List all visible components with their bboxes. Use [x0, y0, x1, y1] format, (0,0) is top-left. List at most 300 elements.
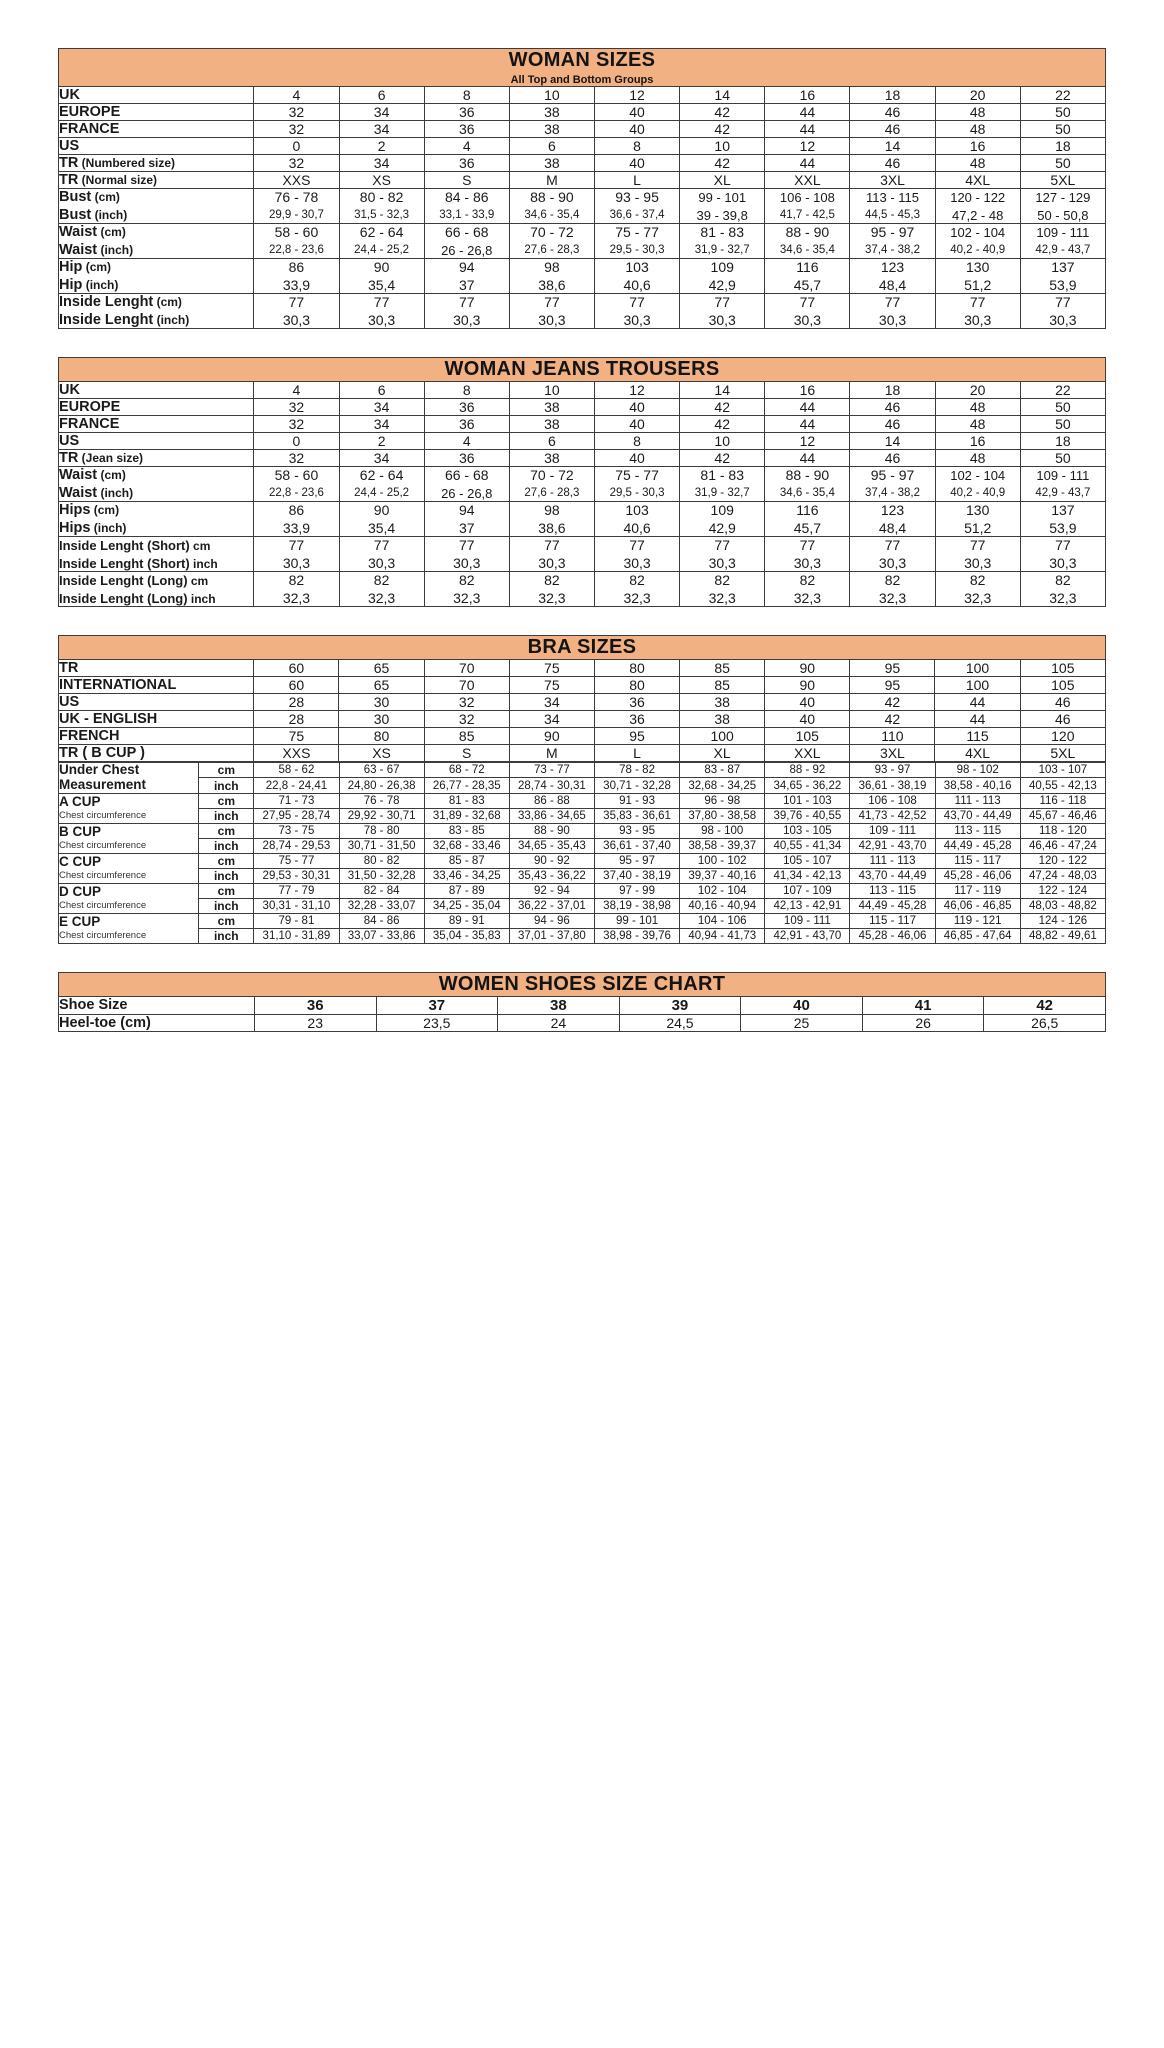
table-cell: 6 [339, 87, 424, 104]
table-cell: 84 - 86 [424, 189, 509, 207]
table-cell: 82 - 84 [339, 883, 424, 898]
table-cell: 45,67 - 46,46 [1020, 808, 1105, 823]
table-cell: 82 [935, 572, 1020, 590]
row-label: Hips (cm) [59, 502, 254, 520]
row-label: UK - ENGLISH [59, 711, 254, 728]
table-cell: 99 - 101 [680, 189, 765, 207]
table-cell: XL [680, 745, 765, 762]
table-cell: 122 - 124 [1020, 883, 1105, 898]
table-cell: 30 [339, 711, 424, 728]
table-cell: 16 [935, 138, 1020, 155]
table-cell: 36 [424, 450, 509, 467]
table-cell: 40 [594, 104, 679, 121]
table-cell: 50 [1020, 104, 1105, 121]
table-cell: 44 [765, 450, 850, 467]
table-cell: 115 - 117 [935, 853, 1020, 868]
unit-label: inch [199, 808, 254, 823]
table-cell: 35,4 [339, 519, 424, 537]
row-unit: cm [189, 538, 211, 553]
table-cell: 39,76 - 40,55 [765, 808, 850, 823]
table-cell: 50 [1020, 121, 1105, 138]
table-cell: 38,19 - 38,98 [594, 898, 679, 913]
table-row [59, 883, 1106, 898]
table-cell: 32,3 [254, 589, 339, 607]
table-cell: 119 - 121 [935, 913, 1020, 928]
table-cell: 95 - 97 [594, 853, 679, 868]
table-cell: 103 [594, 502, 679, 520]
table-cell: 88 - 90 [765, 467, 850, 485]
table-cell: 44 [765, 104, 850, 121]
table-cell: 47,2 - 48 [935, 206, 1020, 224]
table-cell: 50 [1020, 399, 1105, 416]
table-cell: 48 [935, 450, 1020, 467]
table-cell: 32,3 [594, 589, 679, 607]
table-row [59, 996, 1106, 1014]
table-cell: 0 [254, 433, 339, 450]
table-row [59, 838, 1106, 853]
table-cell: 77 [254, 537, 339, 555]
cup-label: E CUP Chest circumference [59, 913, 199, 943]
table-cell: 75 [254, 728, 339, 745]
table-cell: 95 - 97 [850, 467, 935, 485]
table-cell: 4 [254, 87, 339, 104]
table-cell: 34 [339, 155, 424, 172]
table-cell: 44 [765, 399, 850, 416]
table-cell: 41,73 - 42,52 [850, 808, 935, 823]
table-cell: 38,6 [509, 519, 594, 537]
table-cell: 82 [254, 572, 339, 590]
table-cell: 36 [594, 694, 679, 711]
table-cell: 81 - 83 [680, 224, 765, 242]
table-cell: 80 [594, 660, 679, 677]
table-cell: 82 [424, 572, 509, 590]
row-label: Hip (cm) [59, 259, 254, 277]
table-cell: 118 - 120 [1020, 823, 1105, 838]
table-cell: 77 [850, 537, 935, 555]
table-cell: 77 [1020, 294, 1105, 312]
table-cell: 86 - 88 [509, 793, 594, 808]
table-cell: 10 [680, 433, 765, 450]
table-cell: 100 [935, 660, 1020, 677]
table-cell: 3XL [850, 172, 935, 189]
table-cell: 103 - 107 [1020, 763, 1105, 778]
table-row [59, 928, 1106, 943]
table-cell: 43,70 - 44,49 [935, 808, 1020, 823]
table-cell: 37,01 - 37,80 [509, 928, 594, 943]
table-cell: 86 [254, 502, 339, 520]
table-row [59, 121, 1106, 138]
table-cell: 78 - 82 [594, 763, 679, 778]
table-cell: 26 - 26,8 [424, 241, 509, 259]
table-cell: 35,43 - 36,22 [509, 868, 594, 883]
table-cell: 33,86 - 34,65 [509, 808, 594, 823]
row-unit: inch [187, 591, 216, 606]
table-cell: 41 [862, 996, 984, 1014]
table-cell: 70 - 72 [509, 224, 594, 242]
table-cell: 58 - 60 [254, 467, 339, 485]
table-cell: 32,3 [1020, 589, 1105, 607]
table-cell: 42 [680, 416, 765, 433]
table-cell: 40 [594, 416, 679, 433]
table-cell: 31,9 - 32,7 [680, 484, 765, 502]
table-cell: 20 [935, 382, 1020, 399]
table-cell: 83 - 87 [680, 763, 765, 778]
table-cell: 130 [935, 502, 1020, 520]
table-cell: 26 [862, 1014, 984, 1031]
row-label: EUROPE [59, 104, 254, 121]
table-cell: 36 [424, 121, 509, 138]
table-cell: 40 [765, 711, 850, 728]
table-cell: 137 [1020, 259, 1105, 277]
table-cell: 32,3 [765, 589, 850, 607]
table-cell: 18 [1020, 138, 1105, 155]
table-cell: 32 [424, 694, 509, 711]
table-row [59, 1014, 1106, 1031]
table-row [59, 763, 1106, 778]
table-cell: 51,2 [935, 519, 1020, 537]
table-cell: 44,49 - 45,28 [850, 898, 935, 913]
table-cell: 83 - 85 [424, 823, 509, 838]
row-label: Inside Lenght (Short) cm [59, 537, 254, 555]
table-cell: 109 [680, 502, 765, 520]
table-cell: 42 [850, 711, 935, 728]
table-cell: 4 [424, 138, 509, 155]
table-cell: 26 - 26,8 [424, 484, 509, 502]
table-cell: 45,28 - 46,06 [935, 868, 1020, 883]
table-cell: 31,5 - 32,3 [339, 206, 424, 224]
woman-sizes-table [58, 48, 1106, 329]
table-row [59, 728, 1106, 745]
table-cell: 12 [594, 382, 679, 399]
table-cell: 50 - 50,8 [1020, 206, 1105, 224]
table-cell: 22 [1020, 87, 1105, 104]
table-cell: 32,3 [680, 589, 765, 607]
unit-label: inch [199, 838, 254, 853]
row-unit: (Normal size) [78, 173, 158, 187]
table-cell: 41,7 - 42,5 [765, 206, 850, 224]
table-cell: 116 [765, 259, 850, 277]
table-row [59, 172, 1106, 189]
table-cell: 111 - 113 [850, 853, 935, 868]
row-label: Waist (inch) [59, 241, 254, 259]
table-cell: 105 [765, 728, 850, 745]
table-cell: 42 [680, 104, 765, 121]
row-label: EUROPE [59, 399, 254, 416]
row-label: TR [59, 660, 254, 677]
table-cell: 32 [254, 399, 339, 416]
table-cell: 98 [509, 502, 594, 520]
table-cell: 0 [254, 138, 339, 155]
table-cell: 4XL [935, 172, 1020, 189]
table-cell: 65 [339, 660, 424, 677]
table-cell: 77 [254, 294, 339, 312]
table-cell: 75 [509, 677, 594, 694]
table-cell: 116 - 118 [1020, 793, 1105, 808]
table-cell: 16 [765, 382, 850, 399]
table-cell: 90 [509, 728, 594, 745]
table-cell: 14 [680, 382, 765, 399]
table-cell: 28,74 - 29,53 [254, 838, 339, 853]
table-cell: 95 [850, 660, 935, 677]
table-cell: 77 [765, 537, 850, 555]
table-cell: 24,4 - 25,2 [339, 484, 424, 502]
table-cell: 18 [850, 382, 935, 399]
table-cell: 111 - 113 [935, 793, 1020, 808]
table-cell: 12 [594, 87, 679, 104]
table-cell: 34,6 - 35,4 [765, 484, 850, 502]
table-cell: 40,6 [594, 276, 679, 294]
table-row [59, 502, 1106, 520]
table-cell: 42 [680, 121, 765, 138]
table-cell: 48 [935, 416, 1020, 433]
table-cell: 14 [850, 433, 935, 450]
table-row [59, 294, 1106, 312]
table-cell: 42,13 - 42,91 [765, 898, 850, 913]
table-cell: 34 [509, 694, 594, 711]
table-cell: 38,58 - 39,37 [680, 838, 765, 853]
row-label: Inside Lenght (inch) [59, 311, 254, 329]
table-row [59, 711, 1106, 728]
table-cell: 40,2 - 40,9 [935, 241, 1020, 259]
table-cell: 42,9 [680, 519, 765, 537]
table-cell: 53,9 [1020, 276, 1105, 294]
table-cell: 137 [1020, 502, 1105, 520]
table-cell: 32,28 - 33,07 [339, 898, 424, 913]
woman-sizes-body [59, 49, 1106, 329]
table-cell: 109 [680, 259, 765, 277]
table-cell: 115 - 117 [850, 913, 935, 928]
table-cell: 34 [339, 416, 424, 433]
woman-jeans-body [59, 358, 1106, 607]
table-cell: 34 [339, 399, 424, 416]
cup-label: A CUP Chest circumference [59, 793, 199, 823]
table-cell: 35,04 - 35,83 [424, 928, 509, 943]
table-cell: 91 - 93 [594, 793, 679, 808]
table-cell: S [424, 745, 509, 762]
table-row [59, 554, 1106, 572]
table-cell: 77 [594, 294, 679, 312]
table-cell: 32,68 - 34,25 [680, 778, 765, 793]
table-cell: 22 [1020, 382, 1105, 399]
table-cell: 36,6 - 37,4 [594, 206, 679, 224]
table-row [59, 104, 1106, 121]
table-row [59, 311, 1106, 329]
bra-sizes-title-cell [59, 636, 1106, 660]
table-cell: 33,1 - 33,9 [424, 206, 509, 224]
table-cell: 117 - 119 [935, 883, 1020, 898]
table-cell: L [594, 172, 679, 189]
table-cell: 95 - 97 [850, 224, 935, 242]
table-cell: 85 [424, 728, 509, 745]
table-cell: 8 [424, 87, 509, 104]
table-cell: 77 [339, 537, 424, 555]
table-row [59, 694, 1106, 711]
table-cell: 90 [339, 259, 424, 277]
table-row [59, 868, 1106, 883]
table-cell: 60 [254, 660, 339, 677]
table-cell: 68 - 72 [424, 763, 509, 778]
cup-sublabel: Chest circumference [59, 839, 147, 851]
table-cell: 94 [424, 502, 509, 520]
table-cell: 88 - 90 [765, 224, 850, 242]
table-cell: 77 [1020, 537, 1105, 555]
table-cell: XXS [254, 172, 339, 189]
table-cell: 120 - 122 [1020, 853, 1105, 868]
row-unit: inch [189, 556, 218, 571]
table-cell: 32,3 [935, 589, 1020, 607]
table-cell: 24,5 [619, 1014, 741, 1031]
table-cell: 10 [509, 382, 594, 399]
table-cell: 40,55 - 41,34 [765, 838, 850, 853]
table-cell: 46 [850, 450, 935, 467]
unit-label: inch [199, 928, 254, 943]
table-cell: 38 [509, 104, 594, 121]
table-row [59, 87, 1106, 104]
table-cell: 27,6 - 28,3 [509, 241, 594, 259]
table-cell: 32 [254, 416, 339, 433]
table-cell: 29,92 - 30,71 [339, 808, 424, 823]
table-cell: 75 [509, 660, 594, 677]
table-cell: 44 [935, 711, 1020, 728]
unit-label: cm [199, 883, 254, 898]
table-cell: 30,3 [680, 554, 765, 572]
unit-label: inch [199, 778, 254, 793]
table-cell: 93 - 95 [594, 823, 679, 838]
women-shoes-table [58, 972, 1106, 1032]
table-row [59, 416, 1106, 433]
table-cell: 31,89 - 32,68 [424, 808, 509, 823]
table-cell: 92 - 94 [509, 883, 594, 898]
table-cell: 30,3 [254, 311, 339, 329]
table-row [59, 450, 1106, 467]
table-cell: 94 - 96 [509, 913, 594, 928]
table-cell: 45,28 - 46,06 [850, 928, 935, 943]
table-cell: 29,5 - 30,3 [594, 484, 679, 502]
table-cell: 46 [850, 155, 935, 172]
table-row [59, 589, 1106, 607]
table-cell: 35,4 [339, 276, 424, 294]
table-cell: 4 [424, 433, 509, 450]
table-cell: XS [339, 745, 424, 762]
row-label: Waist (cm) [59, 224, 254, 242]
table-cell: 44 [765, 121, 850, 138]
table-cell: 33,9 [254, 519, 339, 537]
table-cell: 40 [594, 155, 679, 172]
table-cell: 48 [935, 104, 1020, 121]
table-cell: 18 [1020, 433, 1105, 450]
table-cell: 120 [1020, 728, 1105, 745]
table-cell: 90 [765, 677, 850, 694]
table-row [59, 189, 1106, 207]
table-cell: 31,10 - 31,89 [254, 928, 339, 943]
table-cell: 45,7 [765, 519, 850, 537]
table-cell: 30,3 [509, 554, 594, 572]
table-cell: 34,6 - 35,4 [509, 206, 594, 224]
table-row [59, 537, 1106, 555]
table-cell: 70 [424, 677, 509, 694]
table-cell: 30,3 [594, 311, 679, 329]
table-cell: 34,25 - 35,04 [424, 898, 509, 913]
table-cell: 30 [339, 694, 424, 711]
table-cell: 30,3 [1020, 311, 1105, 329]
table-cell: 90 [339, 502, 424, 520]
table-cell: 102 - 104 [935, 224, 1020, 242]
table-cell: 30,3 [935, 554, 1020, 572]
table-cell: 46,06 - 46,85 [935, 898, 1020, 913]
table-row [59, 155, 1106, 172]
table-cell: 66 - 68 [424, 467, 509, 485]
table-cell: 77 [424, 294, 509, 312]
cup-label: B CUP Chest circumference [59, 823, 199, 853]
cup-sublabel: Chest circumference [59, 809, 147, 821]
cup-label: C CUP Chest circumference [59, 853, 199, 883]
bra-sizes-table [58, 635, 1106, 762]
row-unit: (cm) [97, 468, 126, 482]
table-cell: 32 [254, 121, 339, 138]
table-cell: 73 - 75 [254, 823, 339, 838]
table-row [59, 823, 1106, 838]
table-cell: 100 - 102 [680, 853, 765, 868]
table-cell: 82 [765, 572, 850, 590]
cup-sublabel: Chest circumference [59, 929, 147, 941]
table-cell: 82 [339, 572, 424, 590]
unit-label: cm [199, 763, 254, 778]
table-cell: 12 [765, 138, 850, 155]
table-cell: 36 [254, 996, 376, 1014]
table-cell: 32,68 - 33,46 [424, 838, 509, 853]
table-cell: 31,9 - 32,7 [680, 241, 765, 259]
table-cell: 37,40 - 38,19 [594, 868, 679, 883]
table-cell: 46 [1020, 694, 1105, 711]
table-title-row [59, 636, 1106, 660]
table-cell: 50 [1020, 450, 1105, 467]
row-unit: (cm) [91, 190, 120, 204]
table-cell: XL [680, 172, 765, 189]
table-cell: 4 [254, 382, 339, 399]
table-cell: 109 - 111 [765, 913, 850, 928]
table-cell: 32,3 [424, 589, 509, 607]
row-label: TR (Normal size) [59, 172, 254, 189]
table-cell: 77 [680, 294, 765, 312]
table-cell: 5XL [1020, 745, 1105, 762]
row-unit: (Numbered size) [78, 156, 176, 170]
cup-sublabel: Chest circumference [59, 869, 147, 881]
table-cell: 40,6 [594, 519, 679, 537]
table-cell: 88 - 92 [765, 763, 850, 778]
table-cell: 38 [498, 996, 620, 1014]
table-cell: 36,61 - 38,19 [850, 778, 935, 793]
table-cell: 6 [509, 433, 594, 450]
table-cell: 8 [424, 382, 509, 399]
unit-label: inch [199, 898, 254, 913]
row-label: UK [59, 382, 254, 399]
table-cell: 39 - 39,8 [680, 206, 765, 224]
table-cell: 42 [984, 996, 1106, 1014]
row-unit: (inch) [97, 486, 134, 500]
table-cell: 77 [339, 294, 424, 312]
table-cell: 34 [509, 711, 594, 728]
row-unit: (inch) [153, 313, 190, 327]
table-cell: 46 [850, 104, 935, 121]
table-cell: M [509, 745, 594, 762]
table-cell: 85 [680, 677, 765, 694]
table-cell: 82 [1020, 572, 1105, 590]
table-cell: 4XL [935, 745, 1020, 762]
table-cell: XXS [254, 745, 339, 762]
table-cell: 77 [680, 537, 765, 555]
table-cell: 29,53 - 30,31 [254, 868, 339, 883]
table-cell: 34,6 - 35,4 [765, 241, 850, 259]
